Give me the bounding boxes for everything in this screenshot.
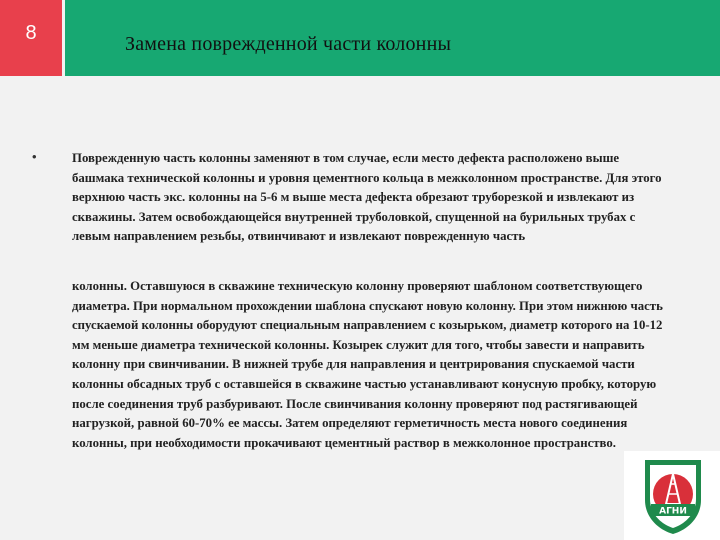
svg-text:АГНИ: АГНИ bbox=[659, 506, 687, 517]
university-logo bbox=[624, 451, 720, 540]
slide-number: 8 bbox=[25, 22, 37, 44]
body-paragraph-2: колонны. Оставшуюся в скважине техническую колонну проверяют шаблоном соответствующего диаметра. При нормальном прохождении шаблона спускают новую колонну. При этом нижнюю часть спускаемой колонны оборудуют специальным направлением с козырьком, диаметр которого на 10-12 мм меньше диаметра технической колонны. Козырек служит для того, чтобы завести и направить колонну при свинчивании. В нижней трубе для направления и центрирования спускаемой части колонны обсадных труб с оставшейся в скважине частью устанавливают конусную пробку, которую после соединения труб разбуривают. После свинчивания колонну проверяют под растягивающей нагрузкой, равной 60-70% ее массы. Затем определяют герметичность места нового соединения колонны, при необходимости прокачивают цементный раствор в межколонное пространство. bbox=[72, 279, 663, 450]
bullet-marker: • bbox=[32, 149, 37, 164]
agni-emblem-icon bbox=[641, 456, 705, 536]
slide-number-box bbox=[0, 0, 62, 76]
slide-title: Замена поврежденной части колонны bbox=[125, 33, 452, 55]
body-paragraph-1: Поврежденную часть колонны заменяют в том случае, если место дефекта расположено выше башмака технической колонны и уровня цементного кольца в межколонном пространстве. Для этого верхнюю часть экс. колонны на 5-6 м выше места дефекта обрезают труборезкой и извлекают из скважины. Затем освобождающейся внутренней труболовкой, спущенной на бурильных трубах с левым направлением резьбы, отвинчивают и извлекают поврежденную часть bbox=[72, 151, 662, 244]
